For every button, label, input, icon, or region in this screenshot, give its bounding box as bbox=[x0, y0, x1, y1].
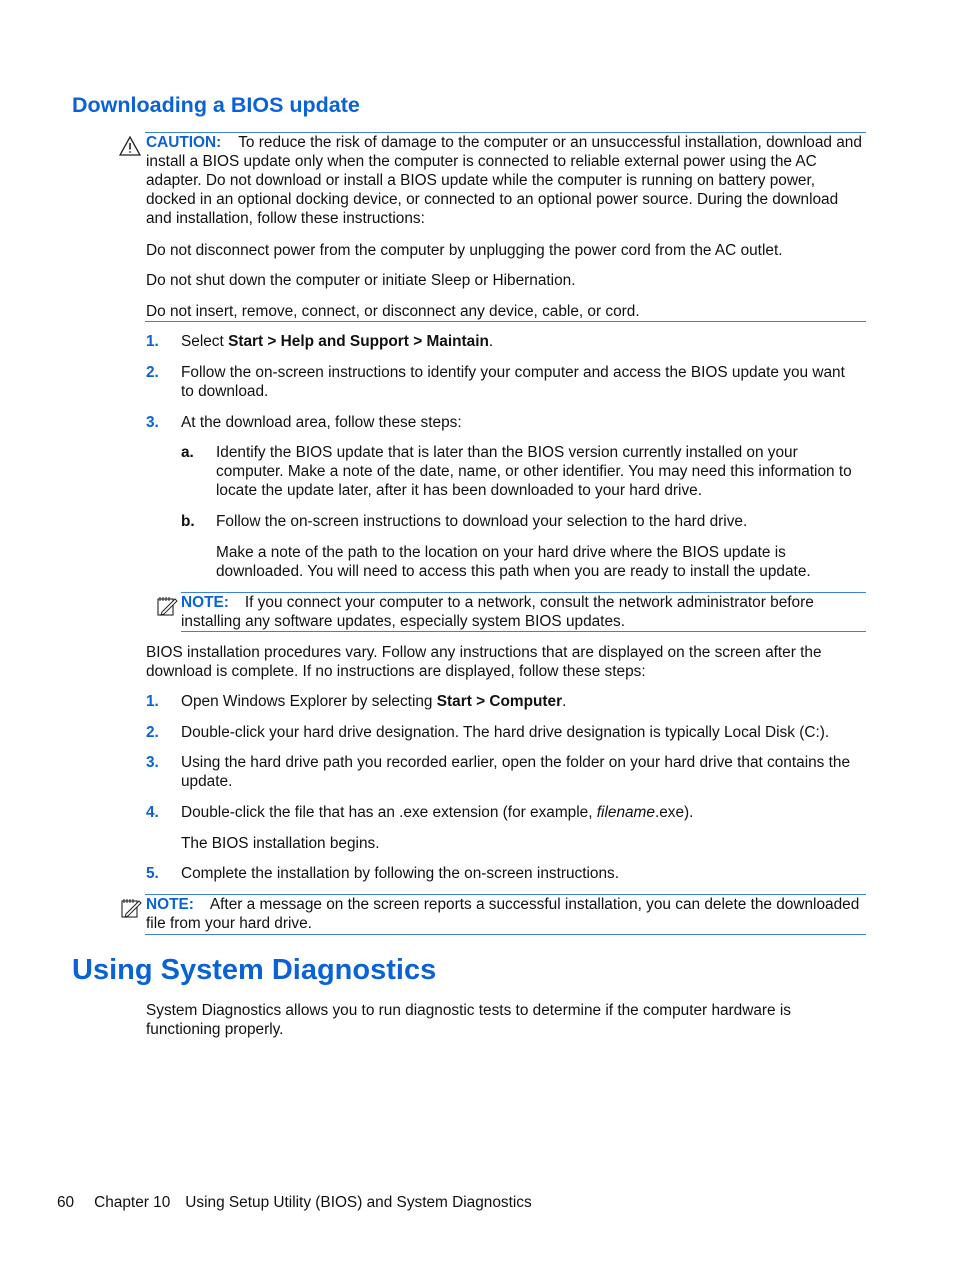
step-text: Complete the installation by following the on-screen instructions. bbox=[181, 865, 620, 882]
section-text: System Diagnostics allows you to run diagnostic tests to determine if the computer hardware is functioning properly. bbox=[146, 1002, 791, 1038]
caution-label: CAUTION: bbox=[146, 134, 222, 151]
caution-icon bbox=[119, 136, 141, 156]
section-title: Using System Diagnostics bbox=[72, 954, 437, 986]
step-text-suffix: . bbox=[488, 333, 494, 350]
caution-paragraph bbox=[146, 133, 868, 228]
note-label: NOTE: bbox=[181, 594, 229, 611]
note-text: After a message on the screen reports a successful installation, you can delete the downloaded file from your hard drive. bbox=[146, 896, 860, 932]
step-number: 1. bbox=[146, 333, 159, 350]
substep-label: b. bbox=[181, 513, 195, 530]
step-text: Follow the on-screen instructions to identify your computer and access the BIOS update you want to download. bbox=[181, 364, 845, 400]
filename-placeholder: filename bbox=[596, 804, 655, 821]
page-footer bbox=[57, 1193, 532, 1212]
step-number: 1. bbox=[146, 693, 159, 710]
caution-text: To reduce the risk of damage to the computer or an unsuccessful installation, download and install a BIOS update only when the computer is connected to reliable external power using the AC adapter. Do not download or install a BIOS update while the computer is running on battery power, docked in an optional docking device, or connected to an optional power source. During the download and installation, follow these instructions: bbox=[146, 134, 862, 227]
step-text: Using the hard drive path you recorded earlier, open the folder on your hard drive that contains the update. bbox=[181, 754, 851, 790]
step-text-prefix: Select bbox=[181, 333, 229, 350]
note-icon bbox=[155, 595, 179, 617]
page-number: 60 bbox=[57, 1194, 75, 1211]
note-label: NOTE: bbox=[146, 896, 194, 913]
step-text bbox=[181, 692, 867, 711]
caution-bottom-rule bbox=[145, 321, 866, 322]
step-text bbox=[181, 332, 867, 351]
section-title: Downloading a BIOS update bbox=[72, 93, 360, 117]
step-text-suffix: .exe). bbox=[654, 804, 694, 821]
note-icon bbox=[119, 897, 143, 919]
caution-para-1: Do not disconnect power from the computer by unplugging the power cord from the AC outlet. bbox=[146, 242, 783, 259]
note-text: If you connect your computer to a network, consult the network administrator before installing any software updates, especially system BIOS updates. bbox=[181, 594, 814, 630]
substep-extra-text: Make a note of the path to the location on your hard drive where the BIOS update is downloaded. You will need to access this path when you are ready to install the update. bbox=[216, 544, 811, 580]
substep-text: Follow the on-screen instructions to download your selection to the hard drive. bbox=[216, 513, 748, 530]
note-paragraph bbox=[146, 895, 867, 933]
step-text bbox=[181, 803, 867, 822]
step-text-prefix: Double-click the file that has an .exe extension (for example, bbox=[181, 804, 597, 821]
step-number: 5. bbox=[146, 865, 159, 882]
step-extra-text: The BIOS installation begins. bbox=[181, 835, 380, 852]
menu-path: Start > Help and Support > Maintain bbox=[228, 333, 489, 350]
footer-chapter-title: Using Setup Utility (BIOS) and System Diagnostics bbox=[185, 1194, 532, 1211]
step-number: 3. bbox=[146, 754, 159, 771]
step-number: 4. bbox=[146, 804, 159, 821]
note-bottom-rule bbox=[145, 934, 866, 935]
menu-path: Start > Computer bbox=[436, 693, 563, 710]
step-text-suffix: . bbox=[562, 693, 567, 710]
footer-chapter: Chapter 10 bbox=[94, 1194, 171, 1211]
substep-text: Identify the BIOS update that is later than the BIOS version currently installed on your computer. Make a note of the date, name, or other identifier. You may need this information to locate the update later, after it has been downloaded to your hard drive. bbox=[216, 444, 852, 499]
substep-label: a. bbox=[181, 444, 194, 461]
note-bottom-rule bbox=[181, 631, 866, 632]
caution-para-2: Do not shut down the computer or initiate Sleep or Hibernation. bbox=[146, 272, 576, 289]
step-number: 2. bbox=[146, 364, 159, 381]
step-text: Double-click your hard drive designation. The hard drive designation is typically Local Disk (C:). bbox=[181, 724, 830, 741]
step-number: 3. bbox=[146, 414, 159, 431]
step-text: At the download area, follow these steps: bbox=[181, 414, 462, 431]
step-number: 2. bbox=[146, 724, 159, 741]
caution-para-3: Do not insert, remove, connect, or disconnect any device, cable, or cord. bbox=[146, 303, 640, 320]
note-paragraph bbox=[181, 593, 867, 631]
install-intro: BIOS installation procedures vary. Follow any instructions that are displayed on the screen after the download is complete. If no instructions are displayed, follow these steps: bbox=[146, 644, 822, 680]
step-text-prefix: Open Windows Explorer by selecting bbox=[181, 693, 437, 710]
